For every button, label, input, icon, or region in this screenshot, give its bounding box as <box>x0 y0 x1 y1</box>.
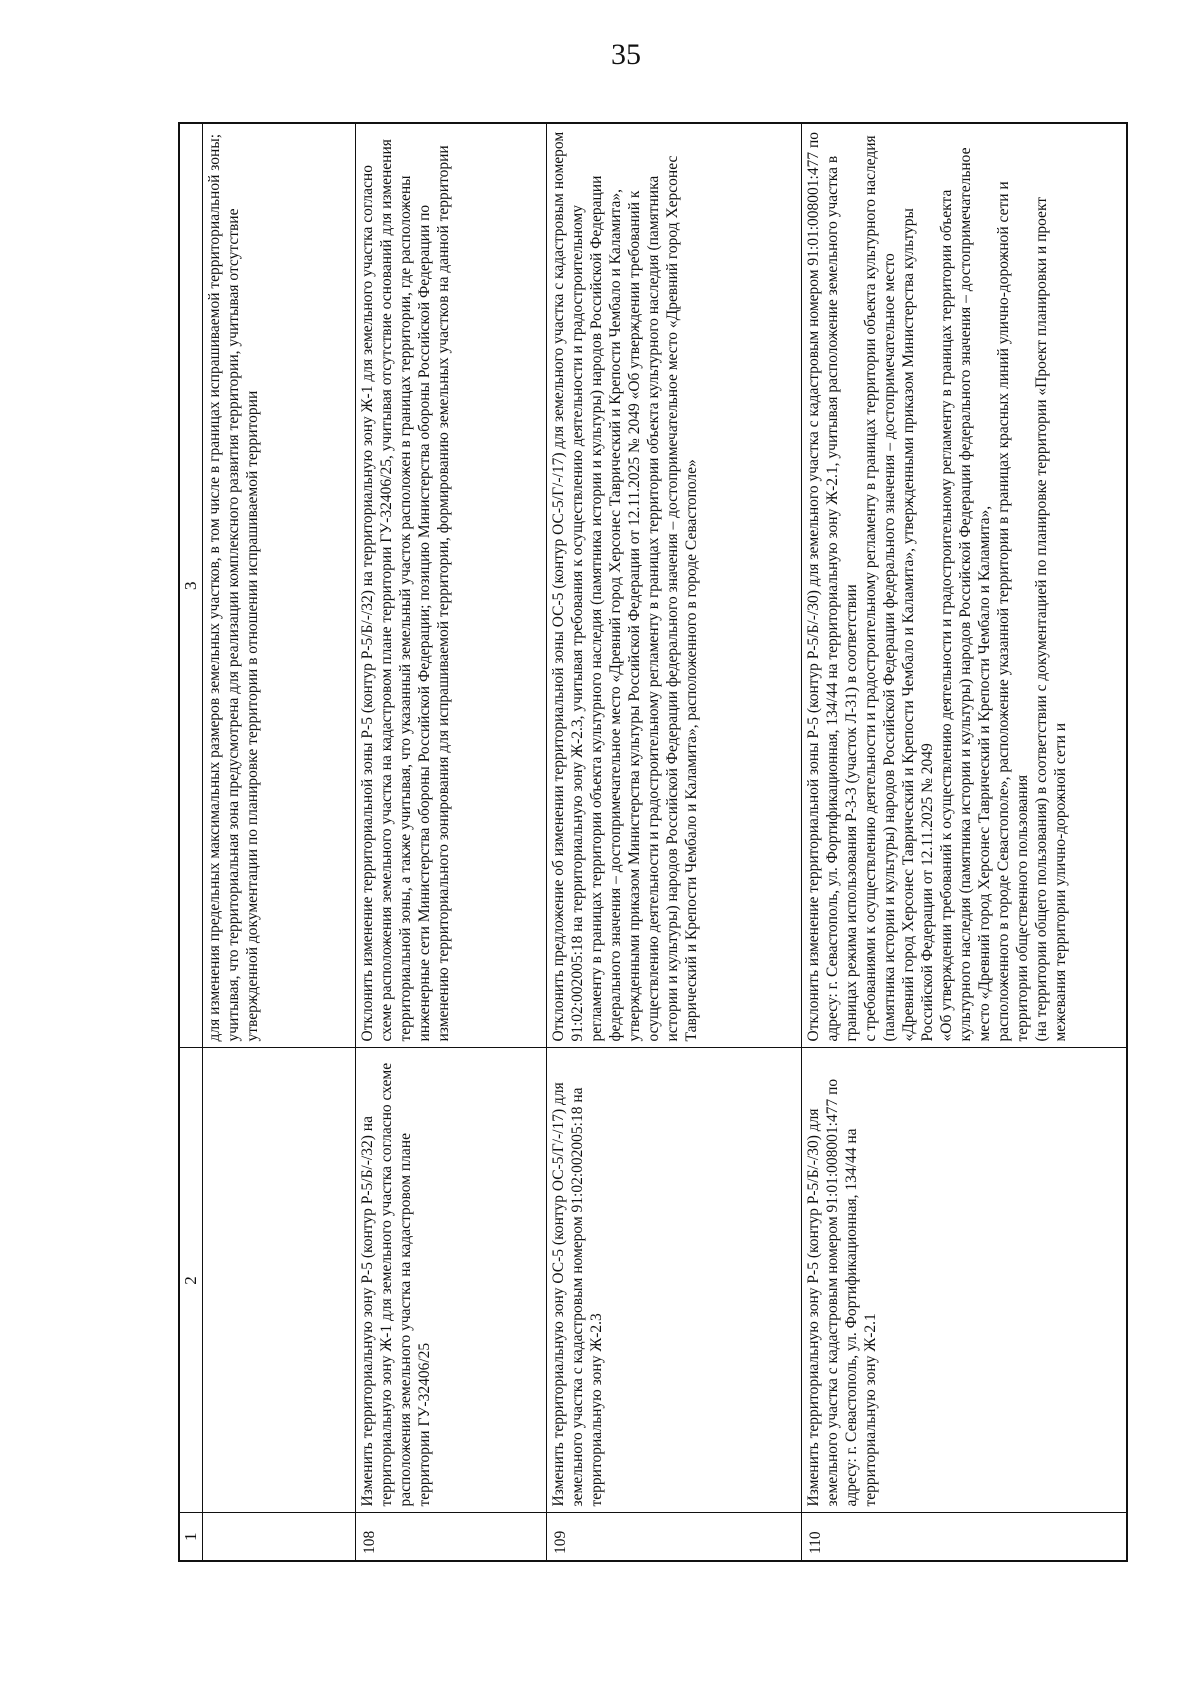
row-conclusion: для изменения предельных максимальных размеров земельных участков, в том числе в границах испрашиваемой территориальной зоны; учитывая, что территориальная зона предусмотрена для реализации комплексного развития территории, учитывая отсутствие утвержденной документации по планировке территории в отношении испрашиваемой территории <box>203 123 356 1048</box>
header-col-3: 3 <box>179 123 203 1048</box>
conclusion-paragraph: с требованиями к осуществлению деятельности и градостроительному регламенту в границах территории объекта культурного наследия (памятника истории и культуры) народов Российской Федерации федерального значения – достопримечательное место <box>862 135 898 1042</box>
conclusion-paragraph: «Об утверждении требований к осуществлению деятельности и градостроительному регламенту в границах территории объекта культурного наследия (памятника истории и культуры) народов Российской Федерации федерального значения – достопримечательное место «Древний город Херсонес Таврический и Крепости Чембало и Каламита», <box>938 147 993 1042</box>
header-col-1: 1 <box>179 1513 203 1561</box>
conclusion-paragraph: (на территории общего пользования) в соответствии с документацией по планировке территории «Проект планировки и проект межевания территории улично-дорожной сети и <box>1033 196 1069 1042</box>
conclusion-paragraph: Отклонить изменение территориальной зоны Р-5 (контур Р-5/Б/-/30) для земельного участка с кадастровым номером 91:01:008001:477 по адресу: г. Севастополь, ул. Фортификационная, 134/44 на территориальную зону Ж-2.1, учитывая расположение земельного участка в границах режима использования Р-3-3 (участок Л-31) в соответствии <box>805 131 860 1042</box>
table-row-110 <box>802 123 1128 1561</box>
rotated-table-container <box>178 124 1098 1562</box>
conclusion-paragraph: «Древний город Херсонес Таврический и Крепости Чембало и Каламита», утвержденными приказом Министерства культуры Российской Федерации от 12.11.2025 № 2049 <box>900 208 936 1042</box>
row-change-proposal: Изменить территориальную зону ОС-5 (контур ОС-5/Г/-/17) для земельного участка с кадастровым номером 91:02:002005:18 на территориальную зону Ж-2.3 <box>547 1048 802 1513</box>
row-conclusion: Отклонить изменение территориальной зоны Р-5 (контур Р-5/Б/-/32) на территориальную зону Ж-1 для земельного участка согласно схеме расположения земельного участка на кадастровом плане территории ГУ-32406/25, учитывая отсутствие оснований для изменения территориальной зоны, а также учитывая, что указанный земельный участок расположен в границах территории, где расположены инженерные сети Министерства обороны Российской Федерации; позицию Министерства обороны Российской Федерации по изменению территориального зонирования для испрашиваемой территории, формированию земельных участков на данной территории <box>356 123 547 1048</box>
decision-table <box>178 122 1128 1562</box>
row-conclusion <box>802 123 1128 1048</box>
row-conclusion: Отклонить предложение об изменении территориальной зоны ОС-5 (контур ОС-5/Г/-/17) для земельного участка с кадастровым номером 91:02:002005:18 на территориальную зону Ж-2.3, учитывая требования к осуществлению деятельности и градостроительному регламенту в границах территории объекта культурного наследия (памятника истории и культуры) народов Российской Федерации федерального значения – достопримечательное место «Древний город Херсонес Таврический и Крепости Чембало и Каламита», утвержденными приказом Министерства культуры Российской Федерации от 12.11.2025 № 2049 «Об утверждении требований к осуществлению деятельности и градостроительному регламенту в границах территории объекта культурного наследия (памятника истории и культуры) народов Российской Федерации федерального значения – достопримечательное место «Древний город Херсонес Таврический и Крепости Чембало и Каламита», расположенного в городе Севастополе» <box>547 123 802 1048</box>
row-number: 109 <box>547 1513 802 1561</box>
table-row-109 <box>547 123 802 1561</box>
row-change-proposal <box>203 1048 356 1513</box>
header-col-2: 2 <box>179 1048 203 1513</box>
row-number: 108 <box>356 1513 547 1561</box>
table-header-row <box>179 123 203 1561</box>
page-number: 35 <box>611 38 641 71</box>
table-row-continuation <box>203 123 356 1561</box>
conclusion-paragraph: расположенного в городе Севастополе», расположение указанной территории в границах красных линий улично-дорожной сети и территории общественного пользования <box>995 181 1031 1042</box>
row-change-proposal: Изменить территориальную зону Р-5 (контур Р-5/Б/-/30) для земельного участка с кадастровым номером 91:01:008001:477 по адресу: г. Севастополь, ул. Фортификационная, 134/44 на территориальную зону Ж-2.1 <box>802 1048 1128 1513</box>
row-number: 110 <box>802 1513 1128 1561</box>
row-change-proposal: Изменить территориальную зону Р-5 (контур Р-5/Б/-/32) на территориальную зону Ж-1 для земельного участка согласно схеме расположения земельного участка на кадастровом плане территории ГУ-32406/25 <box>356 1048 547 1513</box>
table-row-108 <box>356 123 547 1561</box>
row-number <box>203 1513 356 1561</box>
